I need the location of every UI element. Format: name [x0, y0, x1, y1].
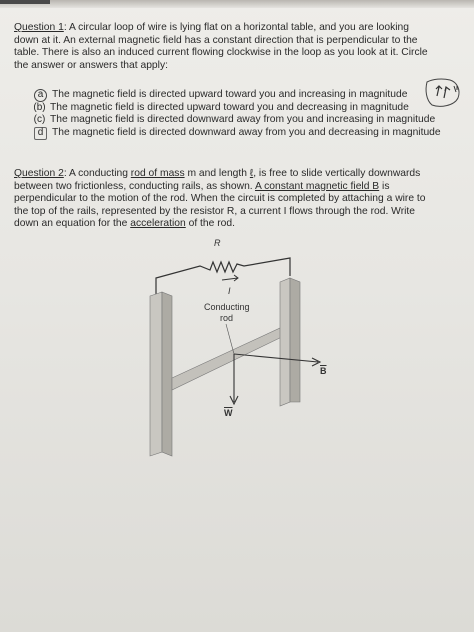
choice-d[interactable] [34, 127, 454, 140]
current-arrow [222, 275, 238, 281]
underlined-acceleration: acceleration [130, 218, 186, 230]
right-rail [280, 278, 290, 406]
weight-label: $\overline{W}$ [224, 408, 233, 418]
wire-with-resistor [156, 258, 290, 294]
choice-b-letter: ( b ) [33, 101, 46, 113]
question-2-body-part: of the rod. [185, 218, 235, 230]
underlined-magnetic-field: A constant magnetic field B [254, 180, 380, 192]
choice-c-text: The magnetic field is directed downward away from you and increasing in magnitude [50, 114, 436, 126]
rails-rod-diagram [140, 230, 340, 460]
left-rail-side [162, 292, 172, 456]
question-2-body-part: : A conducting [63, 168, 131, 179]
choice-d-text: The magnetic field is directed downward away from you and decreasing in magnitude [52, 126, 441, 138]
rails-rod-figure [140, 230, 340, 460]
page-corner-mark [0, 0, 50, 4]
current-label: I [228, 286, 231, 296]
field-label: $\overline{B}$ [320, 366, 327, 376]
choice-c[interactable] [34, 114, 454, 127]
question-2-body-part: , is free to slide vertically downwards between two frictionless, conducting rails, as shown. [14, 168, 421, 192]
rod-label-leader [226, 324, 234, 354]
choice-a[interactable] [34, 89, 454, 102]
underlined-rod-of-mass: rod of mass [130, 168, 185, 179]
question-2-label: Question 2 [14, 168, 64, 179]
choice-b[interactable] [34, 102, 454, 115]
question-2-text [14, 168, 434, 231]
question-2-body-part: is perpendicular to the motion of the rod. When the circuit is completed by attaching a wire to the top of the rails, represented by the resistor R, a current I flows through the rod. Write down an equation for the [14, 180, 426, 230]
question-1-body: : A circular loop of wire is lying flat on a horizontal table, and you are looking down at it. An external magnetic field has a constant direction that is perpendicular to the table. There is also an induced current flowing clockwise in the loop as you look at it. Circle the answer or answers that apply: [14, 22, 428, 71]
choice-d-letter: d [34, 127, 47, 140]
resistor-label: R [214, 238, 221, 248]
left-rail [150, 292, 162, 456]
length-symbol: ℓ [249, 168, 254, 179]
field-arrow [234, 354, 320, 366]
conducting-rod [172, 328, 288, 390]
question-1-label: Question 1 [14, 22, 64, 33]
rod-label-line2: rod [220, 313, 234, 323]
question-1-text [14, 22, 434, 72]
choice-b-text: The magnetic field is directed upward toward you and decreasing in magnitude [50, 101, 409, 113]
question-1-choices [34, 89, 454, 139]
choice-a-text: The magnetic field is directed upward toward you and increasing in magnitude [52, 89, 408, 100]
right-rail-side [290, 278, 300, 402]
handwritten-scribble-icon [424, 78, 462, 108]
rod-label-line1: Conducting [204, 302, 250, 312]
question-2-body-part: m and length [184, 168, 250, 179]
page-top-edge [0, 0, 474, 8]
choice-a-letter: a [34, 89, 47, 102]
choice-c-letter: ( c ) [33, 114, 46, 126]
